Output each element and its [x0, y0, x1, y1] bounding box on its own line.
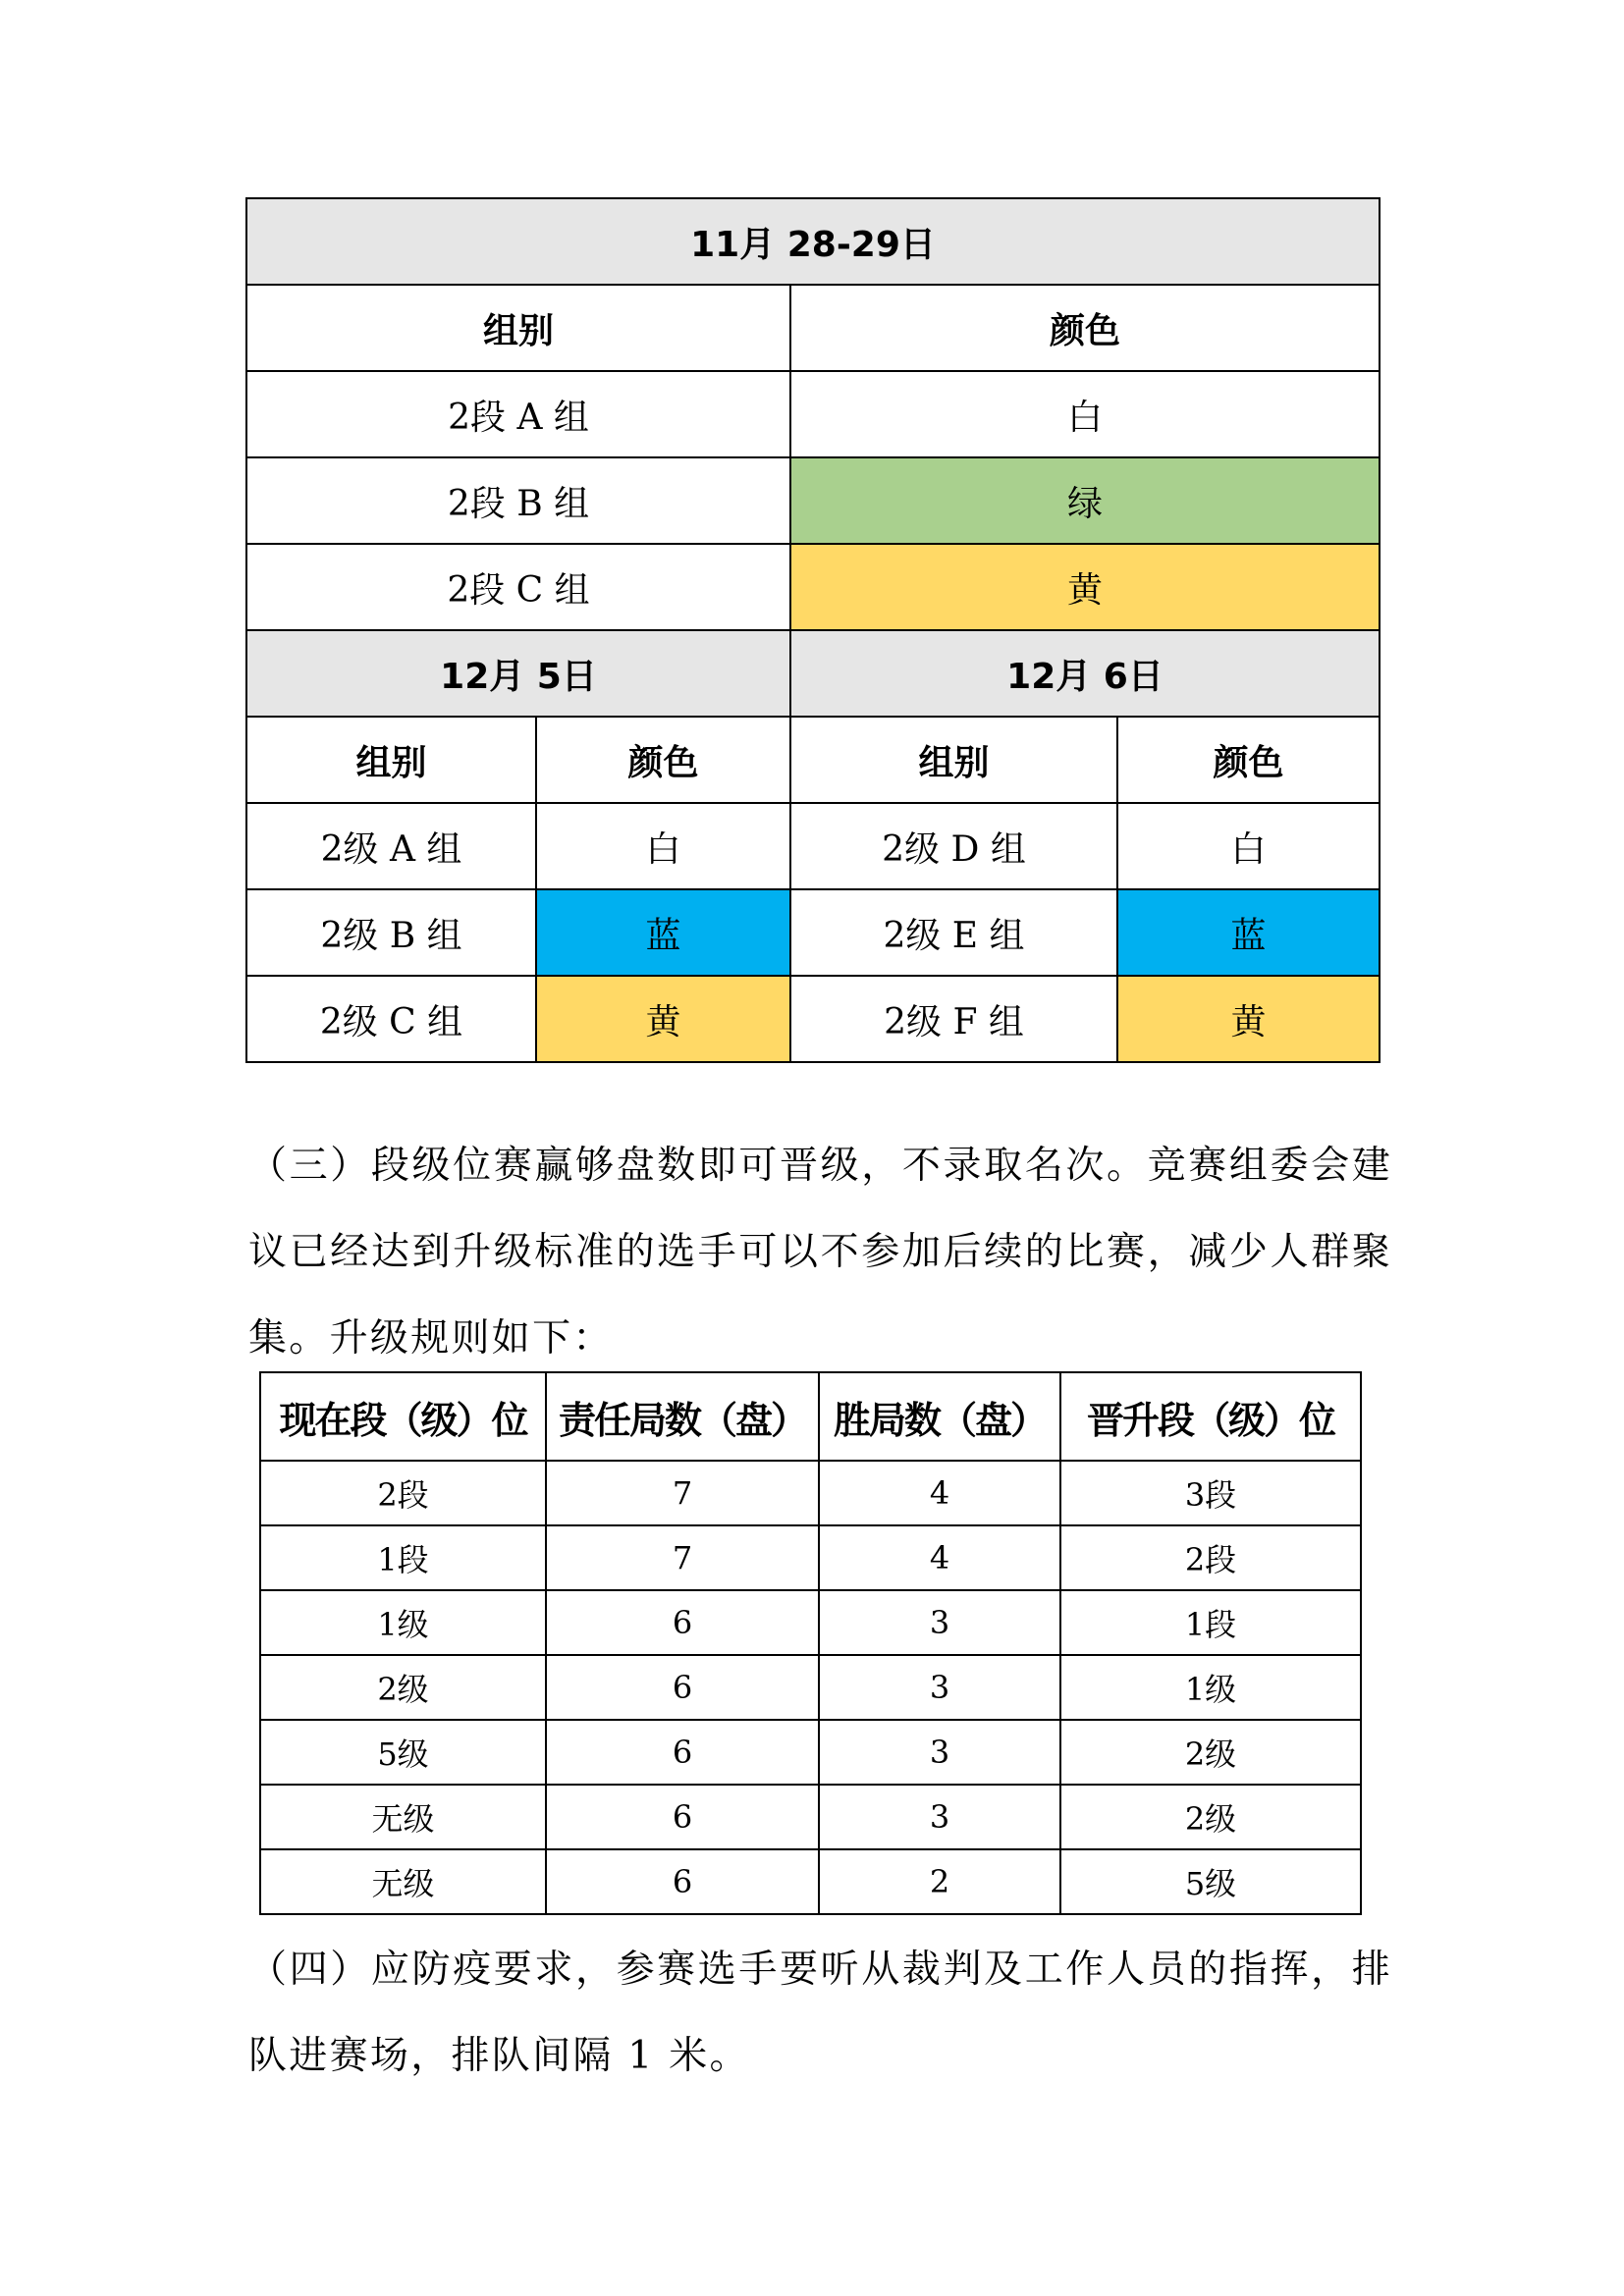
period1-header-row [246, 285, 1380, 371]
table-row [260, 1655, 1361, 1720]
promoted-rank-header: 晋升段（级）位 [1060, 1372, 1361, 1461]
paragraph-promotion-rules: （三）段级位赛赢够盘数即可晋级，不录取名次。竞赛组委会建议已经达到升级标准的选手可以不参加后续的比赛，减少人群聚集。升级规则如下： [248, 1144, 1392, 1361]
table-row [246, 976, 1380, 1062]
color-header: 颜色 [536, 717, 790, 803]
table-row [260, 1849, 1361, 1914]
period2-right-title: 12月 6日 [790, 630, 1380, 717]
color-cell: 黄 [790, 544, 1380, 630]
table-row [260, 1461, 1361, 1525]
color-cell: 绿 [790, 457, 1380, 544]
color-cell: 蓝 [1117, 889, 1380, 976]
period1-title: 11月 28-29日 [246, 198, 1380, 285]
wins-cell: 4 [819, 1461, 1060, 1525]
group-cell: 2级 C 组 [246, 976, 536, 1062]
paragraph-epidemic-requirements: （四）应防疫要求，参赛选手要听从裁判及工作人员的指挥，排队进赛场，排队间隔 1 米。 [248, 1948, 1392, 2078]
table-row [260, 1720, 1361, 1785]
wins-header: 胜局数（盘） [819, 1372, 1060, 1461]
color-cell: 黄 [536, 976, 790, 1062]
table-row [260, 1785, 1361, 1849]
current-rank-cell: 1段 [260, 1525, 546, 1590]
current-rank-cell: 2段 [260, 1461, 546, 1525]
promoted-rank-cell: 3段 [1060, 1461, 1361, 1525]
promoted-rank-cell: 1级 [1060, 1655, 1361, 1720]
table-row [246, 371, 1380, 457]
promoted-rank-cell: 2段 [1060, 1525, 1361, 1590]
promoted-rank-cell: 5级 [1060, 1849, 1361, 1914]
table-row [246, 544, 1380, 630]
required-games-cell: 6 [546, 1849, 819, 1914]
current-rank-cell: 2级 [260, 1655, 546, 1720]
promotion-header-row [260, 1372, 1361, 1461]
current-rank-cell: 无级 [260, 1785, 546, 1849]
group-cell: 2段 A 组 [246, 371, 790, 457]
required-games-cell: 7 [546, 1461, 819, 1525]
table-row [260, 1590, 1361, 1655]
color-header: 颜色 [1117, 717, 1380, 803]
promotion-table [259, 1371, 1362, 1915]
wins-cell: 3 [819, 1785, 1060, 1849]
required-games-cell: 6 [546, 1590, 819, 1655]
table-row [246, 457, 1380, 544]
schedule-table [245, 197, 1380, 1063]
required-games-cell: 6 [546, 1785, 819, 1849]
wins-cell: 3 [819, 1655, 1060, 1720]
period2-left-title: 12月 5日 [246, 630, 790, 717]
table-row [246, 803, 1380, 889]
group-cell: 2级 B 组 [246, 889, 536, 976]
current-rank-cell: 5级 [260, 1720, 546, 1785]
current-rank-cell: 无级 [260, 1849, 546, 1914]
color-header: 颜色 [790, 285, 1380, 371]
group-header: 组别 [790, 717, 1117, 803]
color-cell: 蓝 [536, 889, 790, 976]
group-header: 组别 [246, 285, 790, 371]
group-header: 组别 [246, 717, 536, 803]
wins-cell: 4 [819, 1525, 1060, 1590]
wins-cell: 2 [819, 1849, 1060, 1914]
period2-title-row [246, 630, 1380, 717]
period1-title-row [246, 198, 1380, 285]
group-cell: 2级 F 组 [790, 976, 1117, 1062]
current-rank-header: 现在段（级）位 [260, 1372, 546, 1461]
wins-cell: 3 [819, 1720, 1060, 1785]
group-cell: 2段 B 组 [246, 457, 790, 544]
required-games-header: 责任局数（盘） [546, 1372, 819, 1461]
current-rank-cell: 1级 [260, 1590, 546, 1655]
color-cell: 白 [1117, 803, 1380, 889]
group-cell: 2级 D 组 [790, 803, 1117, 889]
group-cell: 2级 A 组 [246, 803, 536, 889]
required-games-cell: 6 [546, 1655, 819, 1720]
group-cell: 2级 E 组 [790, 889, 1117, 976]
promoted-rank-cell: 1段 [1060, 1590, 1361, 1655]
promoted-rank-cell: 2级 [1060, 1720, 1361, 1785]
wins-cell: 3 [819, 1590, 1060, 1655]
group-cell: 2段 C 组 [246, 544, 790, 630]
promoted-rank-cell: 2级 [1060, 1785, 1361, 1849]
period2-header-row [246, 717, 1380, 803]
table-row [260, 1525, 1361, 1590]
color-cell: 白 [790, 371, 1380, 457]
table-row [246, 889, 1380, 976]
color-cell: 白 [536, 803, 790, 889]
color-cell: 黄 [1117, 976, 1380, 1062]
required-games-cell: 6 [546, 1720, 819, 1785]
required-games-cell: 7 [546, 1525, 819, 1590]
